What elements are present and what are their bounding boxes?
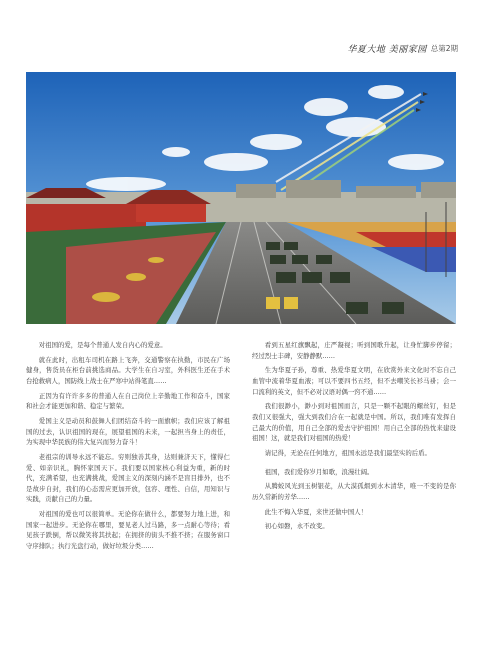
article-paragraph: 对祖国的爱也可以很简单。无论你在做什么，都要努力地上进，和国家一起进步。无论你在哪里，要见老人过马路，多一点耐心等待；看见孩子跌倒，帮以微笑将其扶起；在拥挤的街头不推不挤；在服务窗口守序排队；执行光盘行动，做好垃圾分类…… [26,510,230,551]
magazine-title: 华夏大地 美丽家园 [347,45,427,55]
article-paragraph: 我们很渺小，渺小到对祖国而言，只是一颗不起眼的螺丝钉，但是我们又很强大，强大到我们合在一起就是中国。所以，我们唯有发挥自己最大的价值，用自己全部的爱去守护祖国！用自己全部的热忱来建设祖国！这，就是我们对祖国的热爱！ [252,402,456,443]
article-right-column [252,340,456,536]
article-left-column [26,340,230,556]
page-header [347,42,458,55]
article-paragraph: 看到五星红旗飘起，庄严凝视；听到国歌升起，让身忙脚步停留；经过烈士丰碑，安静静默…… [252,341,456,360]
parade-photo [26,72,456,324]
article-paragraph: 从腾蛟风光到玉树银花，从大漠孤烟到水木清华，唯一不变的是你历久常新的芳华…… [252,482,456,501]
article-paragraph: 初心如磐，永不改变。 [264,522,329,531]
article-paragraph: 对祖国的爱，是每个普通人发自内心的爱意。 [38,341,167,349]
article-paragraph: 正因为有许许多多的普通人在自己岗位上辛勤地工作和奋斗，国家和社会才能更加和谐、稳定与繁荣。 [26,391,230,411]
article-paragraph: 爱国主义是动员和鼓舞人们团结奋斗的一面旗帜；我们应该了解祖国的过去，认识祖国的现在，展望祖国的未来，一起担当身上的责任，为实现中华民族的伟大复兴而努力奋斗！ [26,417,230,447]
issue-label: 总第2期 [430,44,458,53]
article-paragraph: 此生不悔入华夏，来世还做中国人！ [264,507,368,516]
article-paragraph: 就在此时，出租车司机在路上飞奔，交通警察在执勤，市民在广场健身，售货员在柜台前挑选商品。大学生在自习室，外科医生还在手术台抢救病人，国防线上战士在严寒中站得笔直…… [26,355,230,385]
article-paragraph: 请记得，无论在任何地方，祖国永远是我们最坚实的后盾。 [264,448,431,457]
article-paragraph: 祖国，我们爱你岁月如歌，浪漫壮阔。 [264,467,374,476]
parade-photo-icon [26,72,456,324]
article-paragraph: 老祖宗的训导永远不能忘。穷则独善其身，达则兼济天下，懂得仁爱、如亲识礼，胸怀家国天下。我们要以国家核心利益为重，新的时代，充满希望，也充满挑战，爱国主义的深刻内涵不是盲目排外，也不是故步自封，我们的心态需应更加开放，包容、理性、自信，用知识与实践，贡献自己的力量。 [26,453,230,504]
article-paragraph: 生为华夏子孙，尊重、热爱华夏文明，在欣赏外来文化时不忘自己血管中流着华夏血液；可以不要四书五经，但不去嘲笑长衫马褂；会一口流利的英文，但不必对汉语对偶一窍不通…… [252,366,456,396]
